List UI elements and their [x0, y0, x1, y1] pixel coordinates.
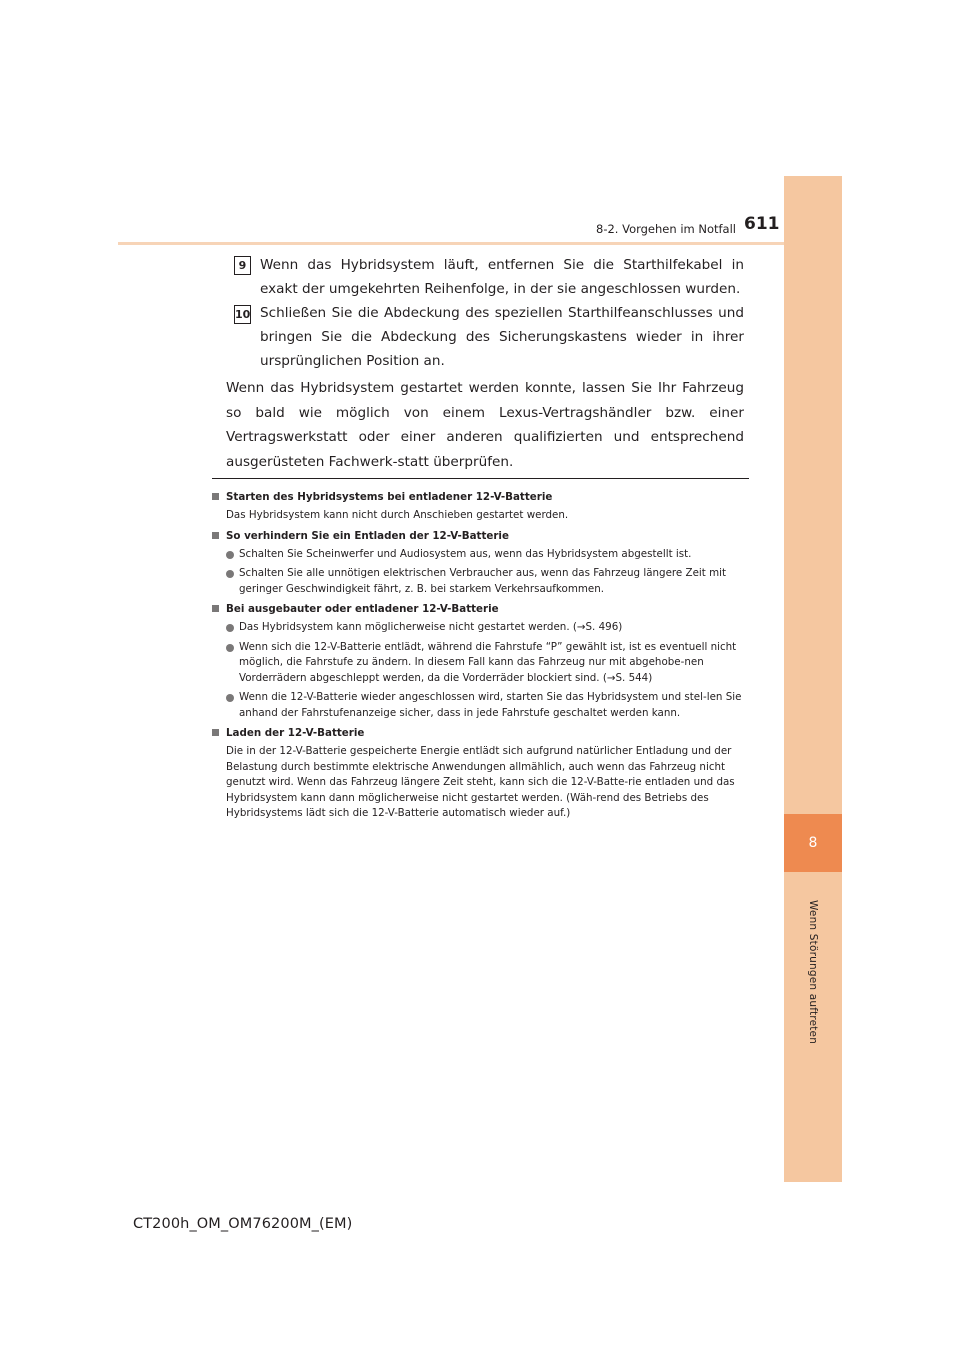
note-heading: So verhindern Sie ein Entladen der 12-V-Batterie: [212, 528, 752, 544]
round-bullet-icon: [226, 570, 234, 578]
note-text: Die in der 12-V-Batterie gespeicherte Energie entlädt sich aufgrund natürlicher Entladung und der Belastung durch bestimmte elektrische Anwendungen allmählich, auch wenn das Fahrzeug nicht genutzt wird. Wenn das Fahrzeug längere Zeit steht, kann sich die 12-V-Batte-rie entladen und das Hybridsystem kann dann möglicherweise nicht gestartet werden. (Wäh-rend des Betriebs des Hybridsystems lädt sich die 12-V-Batterie automatisch wieder auf.): [226, 745, 735, 819]
section-title: 8-2. Vorgehen im Notfall: [596, 222, 736, 236]
body-paragraph: Wenn das Hybridsystem gestartet werden konnte, lassen Sie Ihr Fahrzeug so bald wie möglich von einem Lexus-Vertragshändler bzw. einer Vertragswerkstatt oder einer anderen qualifizierten und entsprechend ausgerüsteten Fachwerk-statt überprüfen.: [226, 380, 744, 470]
note-bullet-item: Schalten Sie alle unnötigen elektrischen Verbraucher aus, wenn das Fahrzeug längere Zeit mit geringer Geschwindigkeit fährt, z. B. bei starkem Verkehrsaufkommen.: [212, 566, 752, 597]
round-bullet-icon: [226, 624, 234, 632]
chapter-number-tab: 8: [784, 814, 842, 872]
note-text: Das Hybridsystem kann nicht durch Anschieben gestartet werden.: [226, 509, 569, 521]
section-divider: [212, 478, 749, 479]
step-number-badge: 10: [234, 305, 251, 324]
note-bullet-item: Das Hybridsystem kann möglicherweise nicht gestartet werden. (→S. 496): [212, 620, 752, 636]
step-number-badge: 9: [234, 256, 251, 275]
step-text: Schließen Sie die Abdeckung des speziellen Starthilfeanschlusses und bringen Sie die Abdeckung des Sicherungskastens wieder in ihrer ursprünglichen Position an.: [260, 305, 744, 369]
page-number: 611: [744, 214, 780, 234]
round-bullet-icon: [226, 694, 234, 702]
step-text: Wenn das Hybridsystem läuft, entfernen Sie die Starthilfekabel in exakt der umgekehrten Reihenfolge, in der sie angeschlossen wurden.: [260, 257, 744, 297]
square-bullet-icon: [212, 729, 219, 736]
square-bullet-icon: [212, 493, 219, 500]
notes-section: [212, 487, 752, 826]
note-bullet-item: Wenn sich die 12-V-Batterie entlädt, während die Fahrstufe “P” gewählt ist, ist es eventuell nicht möglich, die Fahrstufe zu ändern. In diesem Fall kann das Fahrzeug nur mit abgehobe-nen Vorderrädern abgeschleppt werden, da die Vorderräder blockiert sind. (→S. 544): [212, 640, 752, 687]
square-bullet-icon: [212, 532, 219, 539]
document-footer-code: CT200h_OM_OM76200M_(EM): [133, 1216, 353, 1232]
note-heading: Laden der 12-V-Batterie: [212, 725, 752, 741]
note-bullet-item: Schalten Sie Scheinwerfer und Audiosystem aus, wenn das Hybridsystem abgestellt ist.: [212, 547, 752, 563]
note-heading: Bei ausgebauter oder entladener 12-V-Batterie: [212, 601, 752, 617]
header-rule: [118, 242, 784, 245]
square-bullet-icon: [212, 605, 219, 612]
chapter-title-vertical: Wenn Störungen auftreten: [807, 899, 819, 1045]
note-heading: Starten des Hybridsystems bei entladener 12-V-Batterie: [212, 489, 752, 505]
round-bullet-icon: [226, 551, 234, 559]
round-bullet-icon: [226, 644, 234, 652]
note-bullet-item: Wenn die 12-V-Batterie wieder angeschlossen wird, starten Sie das Hybridsystem und stel-len Sie anhand der Fahrstufenanzeige sicher, dass in jede Fahrstufe geschaltet werden kann.: [212, 690, 752, 721]
